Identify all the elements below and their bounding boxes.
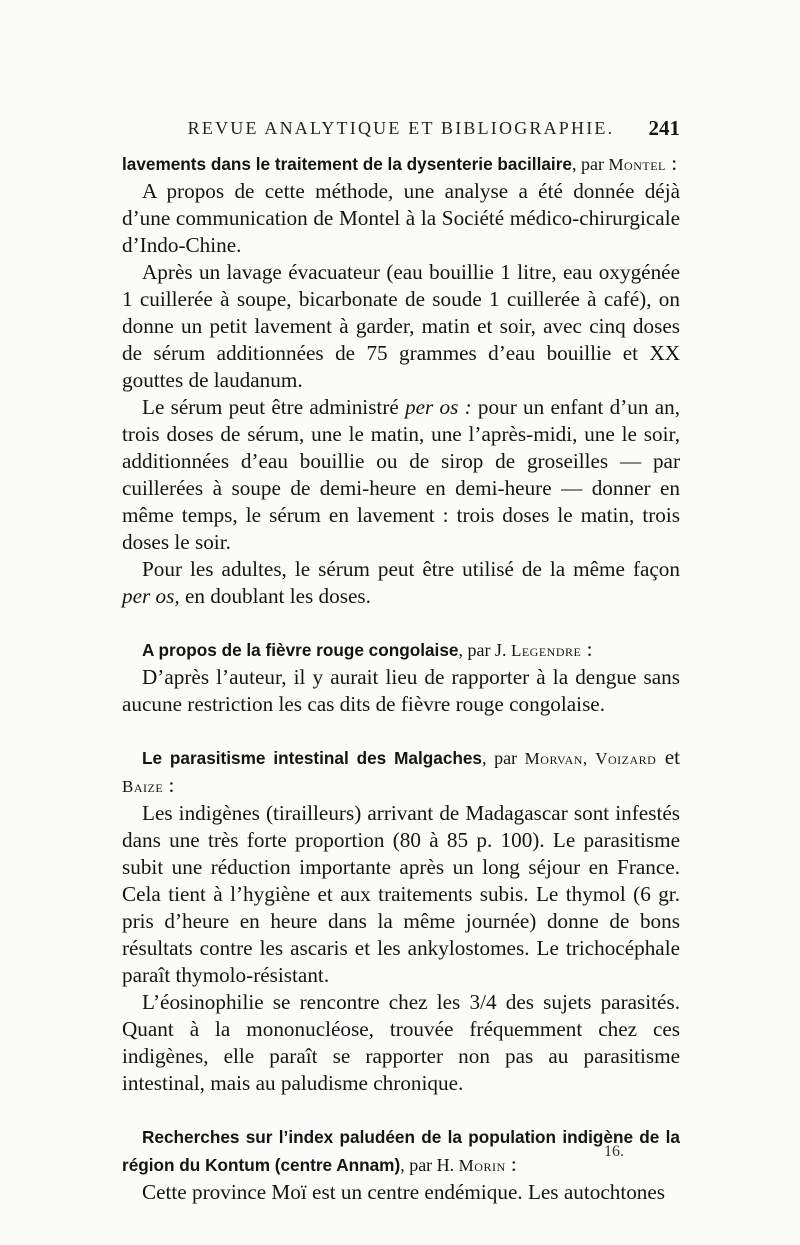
text-run: pour un enfant d’un an, trois doses de sérum, une le matin, une l’après-midi, une le soir, additionnées d’eau bouillie ou de sirop de groseilles — par cuillerées à soupe de demi-heure en demi-heure — donner en même temps, le sérum en lavement : trois doses le matin, trois doses le soir.: [122, 395, 681, 554]
section-title: Recherches sur l’index paludéen de la population indigène de la région du Kontum (centre Annam): [122, 1127, 680, 1175]
section-heading-index-paludeen: [122, 1123, 680, 1179]
section-heading-parasitisme: [122, 744, 680, 800]
section-by: , par H.: [400, 1155, 459, 1175]
signature-mark: 16.: [604, 1143, 624, 1160]
heading-colon: :: [505, 1152, 517, 1176]
paragraph: Après un lavage évacuateur (eau bouillie 1 litre, eau oxygénée 1 cuillerée à soupe, bicarbonate de soude 1 cuillerée à café), on donne un petit lavement à garder, matin et soir, avec cinq doses de sérum additionnées de 75 grammes d’eau bouillie et XX gouttes de laudanum.: [122, 260, 680, 392]
heading-colon: :: [581, 637, 593, 661]
section-title: lavements dans le traitement de la dysenterie bacillaire: [122, 154, 572, 174]
section-by: , par: [571, 154, 609, 174]
paragraph: Cette province Moï est un centre endémique. Les autochtones: [142, 1180, 666, 1204]
author-name: Morin: [458, 1156, 506, 1175]
heading-colon: :: [163, 773, 175, 797]
running-head: REVUE ANALYTIQUE ET BIBLIOGRAPHIE.: [187, 118, 615, 138]
heading-colon: :: [665, 151, 678, 175]
paragraph: A propos de cette méthode, une analyse a été donnée déjà d’une communication de Montel à la Société médico-chirurgicale d’Indo-Chine.: [122, 179, 680, 257]
section-gap: [122, 1097, 680, 1123]
section-gap: [122, 610, 680, 636]
page-number: 241: [648, 116, 680, 140]
paragraph: D’après l’auteur, il y aurait lieu de rapporter à la dengue sans aucune restriction les cas dits de fièvre rouge congolaise.: [122, 665, 680, 716]
section-gap: [122, 718, 680, 744]
paragraph: [122, 556, 680, 610]
section-by: , par: [482, 748, 525, 768]
paragraph: Les indigènes (tirailleurs) arrivant de Madagascar sont infestés dans une très forte proportion (80 à 85 p. 100). Le parasitisme subit une réduction importante après un long séjour en France. Cela tient à l’hygiène et aux traitements subis. Le thymol (6 gr. pris d’heure en heure dans la même journée) donne de bons résultats contre les ascaris et les ankylostomes. Le trichocéphale paraît thymolo-résistant.: [122, 801, 680, 987]
text-run: Pour les adultes, le sérum peut être utilisé de la même façon: [142, 557, 680, 581]
author-name: Legendre: [510, 641, 582, 660]
section-heading-dysenterie: [122, 150, 680, 178]
paragraph: [122, 394, 680, 556]
page-header: [122, 118, 680, 148]
section-by: , par J.: [458, 640, 511, 660]
author-name: Montel: [608, 155, 666, 174]
conjunction: et: [656, 745, 681, 769]
section-title: A propos de la fièvre rouge congolaise: [142, 640, 459, 660]
italic-text: per os :: [405, 395, 472, 419]
section-heading-fievre-rouge: [122, 636, 680, 664]
text-run: en doublant les doses.: [179, 584, 371, 608]
author-names: Morvan, Voizard: [524, 749, 657, 768]
italic-text: per os,: [122, 584, 180, 608]
paragraph: L’éosinophilie se rencontre chez les 3/4 des sujets parasités. Quant à la mononucléose, trouvée fréquemment chez ces indigènes, elle paraît se rapporter non pas au parasitisme intestinal, mais au paludisme chronique.: [122, 990, 680, 1095]
main-text: [122, 150, 680, 1206]
author-name: Baize: [122, 777, 164, 796]
section-title: Le parasitisme intestinal des Malgaches: [142, 748, 482, 768]
text-run: Le sérum peut être administré: [142, 395, 406, 419]
